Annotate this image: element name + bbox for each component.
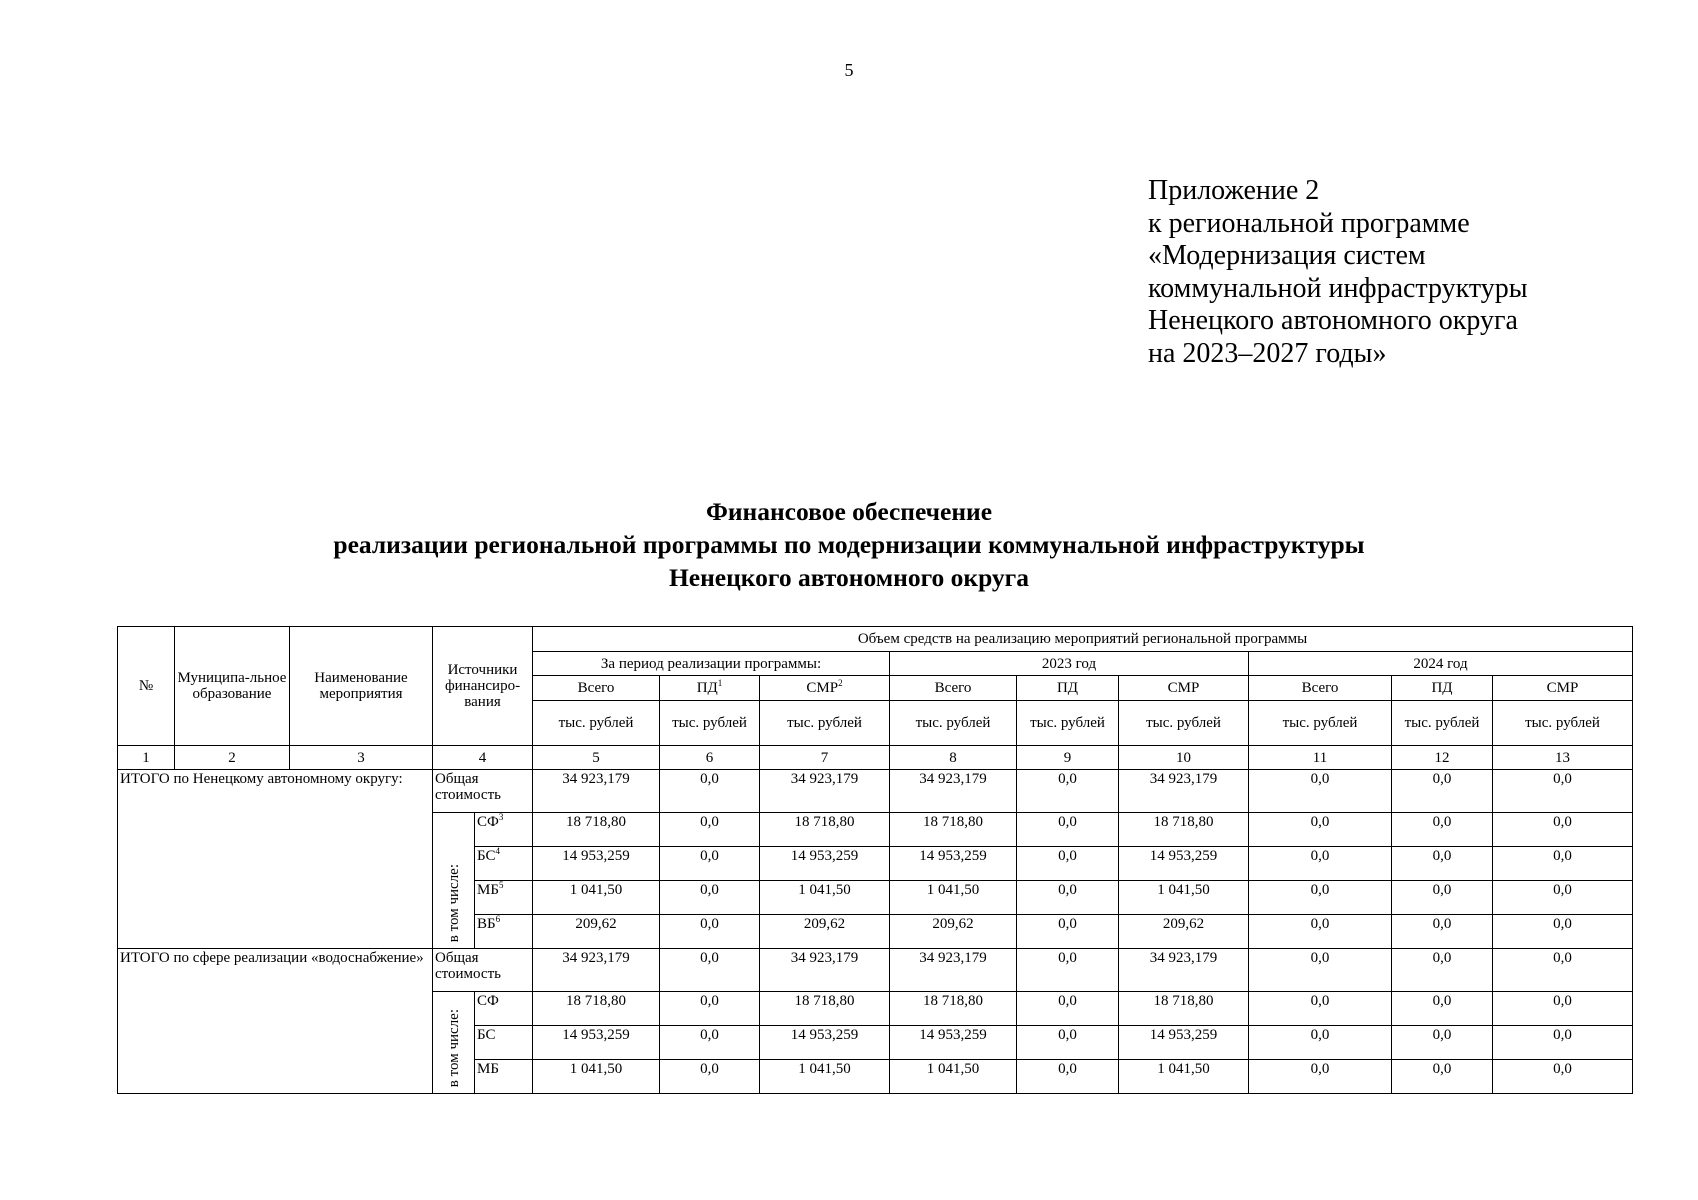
value-cell: 0,0 [1017, 770, 1119, 813]
footnote-mark: 2 [838, 678, 843, 688]
title-line: Финансовое обеспечение [705, 497, 993, 526]
in-total-cell [433, 992, 475, 1094]
value-cell: 0,0 [660, 847, 760, 881]
value-cell: 0,0 [1249, 813, 1392, 847]
value-cell: 209,62 [533, 915, 660, 949]
value-cell: 0,0 [1493, 915, 1633, 949]
financing-table [117, 626, 1633, 1094]
header-unit: тыс. рублей [1017, 701, 1119, 746]
source-code-text: ВБ [477, 916, 496, 932]
appendix-line: коммунальной инфраструктуры [1148, 272, 1528, 304]
column-number: 8 [890, 746, 1017, 770]
value-cell: 0,0 [1493, 813, 1633, 847]
value-cell: 14 953,259 [533, 1026, 660, 1060]
header-pd: ПД [1017, 676, 1119, 701]
source-code [475, 915, 533, 949]
footnote-mark: 3 [498, 812, 504, 822]
source-code [475, 847, 533, 881]
appendix-line: «Модернизация систем [1148, 240, 1426, 271]
value-cell: 0,0 [660, 992, 760, 1026]
table-body [118, 746, 1633, 1094]
value-cell: 0,0 [1017, 847, 1119, 881]
value-cell: 0,0 [1392, 770, 1493, 813]
header-pd-text: ПД [696, 680, 718, 696]
appendix-line: Приложение 2 [1148, 175, 1320, 206]
value-cell: 0,0 [1493, 881, 1633, 915]
value-cell: 1 041,50 [890, 1060, 1017, 1094]
page-number: 5 [844, 60, 854, 80]
column-number: 3 [290, 746, 433, 770]
in-total-cell [433, 813, 475, 949]
value-cell: 0,0 [1017, 1026, 1119, 1060]
value-cell: 18 718,80 [760, 813, 890, 847]
header-smr: СМР [1493, 676, 1633, 701]
title-line: Ненецкого автономного округа [668, 563, 1030, 592]
column-number: 11 [1249, 746, 1392, 770]
header-vsego: Всего [890, 676, 1017, 701]
value-cell: 34 923,179 [760, 949, 890, 992]
value-cell: 0,0 [1249, 847, 1392, 881]
in-total-label: в том числе: [445, 1008, 462, 1087]
value-cell: 0,0 [660, 1026, 760, 1060]
value-cell: 14 953,259 [760, 847, 890, 881]
column-number: 5 [533, 746, 660, 770]
value-cell: 0,0 [1249, 992, 1392, 1026]
header-smr-text: СМР [806, 680, 839, 696]
value-cell: 34 923,179 [890, 949, 1017, 992]
value-cell: 18 718,80 [760, 992, 890, 1026]
value-cell: 0,0 [1493, 992, 1633, 1026]
column-number-row [118, 746, 1633, 770]
source-code-text: МБ [477, 1061, 499, 1077]
footnote-mark: 6 [495, 914, 501, 924]
value-cell: 0,0 [1392, 847, 1493, 881]
value-cell: 18 718,80 [890, 813, 1017, 847]
value-cell: 0,0 [660, 813, 760, 847]
value-cell: 0,0 [660, 881, 760, 915]
header-unit: тыс. рублей [1119, 701, 1249, 746]
value-cell: 0,0 [1392, 881, 1493, 915]
header-year-2023: 2023 год [890, 652, 1249, 676]
source-code [475, 1060, 533, 1094]
header-unit: тыс. рублей [890, 701, 1017, 746]
source-code [475, 881, 533, 915]
source-code [475, 992, 533, 1026]
header-volume: Объем средств на реализацию мероприятий региональной программы [533, 627, 1633, 652]
source-code [475, 813, 533, 847]
value-cell: 18 718,80 [1119, 992, 1249, 1026]
value-cell: 1 041,50 [1119, 881, 1249, 915]
value-cell: 0,0 [1392, 992, 1493, 1026]
source-code-text: СФ [477, 993, 499, 1009]
value-cell: 0,0 [1017, 813, 1119, 847]
column-number: 10 [1119, 746, 1249, 770]
value-cell: 0,0 [660, 915, 760, 949]
appendix-line: Ненецкого автономного округа [1148, 305, 1518, 336]
column-number: 9 [1017, 746, 1119, 770]
header-smr: СМР [1119, 676, 1249, 701]
footnote-mark: 1 [717, 678, 723, 688]
value-cell: 0,0 [1017, 915, 1119, 949]
header-unit: тыс. рублей [760, 701, 890, 746]
source-code-text: СФ [477, 814, 499, 830]
appendix-line: на 2023–2027 годы» [1148, 337, 1387, 369]
in-total-label: в том числе: [445, 863, 462, 942]
value-cell: 0,0 [1493, 949, 1633, 992]
value-cell: 0,0 [1249, 1026, 1392, 1060]
header-unit: тыс. рублей [1249, 701, 1392, 746]
value-cell: 18 718,80 [533, 992, 660, 1026]
header-year-2024: 2024 год [1249, 652, 1633, 676]
header-sources: Источники финансиро-вания [433, 627, 533, 746]
value-cell: 0,0 [1249, 1060, 1392, 1094]
value-cell: 1 041,50 [890, 881, 1017, 915]
value-cell: 0,0 [1392, 915, 1493, 949]
value-cell: 34 923,179 [760, 770, 890, 813]
value-cell: 0,0 [1249, 915, 1392, 949]
value-cell: 0,0 [1392, 813, 1493, 847]
header-smr [760, 676, 890, 701]
value-cell: 14 953,259 [1119, 847, 1249, 881]
value-cell: 0,0 [1493, 1060, 1633, 1094]
header-unit: тыс. рублей [533, 701, 660, 746]
column-number: 7 [760, 746, 890, 770]
group-label: ИТОГО по сфере реализации «водоснабжение» [118, 949, 433, 1094]
value-cell: 14 953,259 [890, 847, 1017, 881]
table-header [118, 627, 1633, 746]
value-cell: 0,0 [1249, 949, 1392, 992]
header-unit: тыс. рублей [660, 701, 760, 746]
value-cell: 0,0 [660, 770, 760, 813]
value-cell: 209,62 [760, 915, 890, 949]
value-cell: 34 923,179 [533, 949, 660, 992]
value-cell: 18 718,80 [890, 992, 1017, 1026]
group-label: ИТОГО по Ненецкому автономному округу: [118, 770, 433, 949]
value-cell: 14 953,259 [1119, 1026, 1249, 1060]
value-cell: 1 041,50 [1119, 1060, 1249, 1094]
value-cell: 0,0 [660, 1060, 760, 1094]
column-number: 1 [118, 746, 175, 770]
header-municipality: Муниципа-льное образование [175, 627, 290, 746]
column-number: 4 [433, 746, 533, 770]
document-title [0, 495, 1698, 594]
column-number: 12 [1392, 746, 1493, 770]
header-period-total: За период реализации программы: [533, 652, 890, 676]
value-cell: 0,0 [1017, 949, 1119, 992]
total-cost-label: Общая стоимость [433, 949, 533, 992]
value-cell: 0,0 [660, 949, 760, 992]
source-code-text: МБ [477, 882, 499, 898]
value-cell: 209,62 [890, 915, 1017, 949]
value-cell: 1 041,50 [760, 881, 890, 915]
appendix-line: к региональной программе [1148, 207, 1470, 239]
value-cell: 0,0 [1493, 770, 1633, 813]
value-cell: 209,62 [1119, 915, 1249, 949]
value-cell: 0,0 [1017, 992, 1119, 1026]
value-cell: 0,0 [1017, 881, 1119, 915]
header-activity: Наименование мероприятия [290, 627, 433, 746]
value-cell: 0,0 [1017, 1060, 1119, 1094]
appendix-note [1148, 175, 1528, 370]
total-row [118, 949, 1633, 992]
column-number: 13 [1493, 746, 1633, 770]
value-cell: 34 923,179 [1119, 949, 1249, 992]
value-cell: 0,0 [1493, 1026, 1633, 1060]
value-cell: 0,0 [1493, 847, 1633, 881]
value-cell: 1 041,50 [533, 881, 660, 915]
value-cell: 0,0 [1392, 1026, 1493, 1060]
column-number: 6 [660, 746, 760, 770]
footnote-mark: 5 [498, 880, 504, 890]
value-cell: 18 718,80 [533, 813, 660, 847]
value-cell: 34 923,179 [890, 770, 1017, 813]
value-cell: 34 923,179 [533, 770, 660, 813]
header-unit: тыс. рублей [1392, 701, 1493, 746]
value-cell: 0,0 [1392, 949, 1493, 992]
column-number: 2 [175, 746, 290, 770]
value-cell: 14 953,259 [890, 1026, 1017, 1060]
source-code [475, 1026, 533, 1060]
value-cell: 0,0 [1249, 770, 1392, 813]
header-vsego: Всего [1249, 676, 1392, 701]
total-cost-label: Общая стоимость [433, 770, 533, 813]
value-cell: 1 041,50 [533, 1060, 660, 1094]
value-cell: 1 041,50 [760, 1060, 890, 1094]
header-unit: тыс. рублей [1493, 701, 1633, 746]
source-code-text: БС [477, 848, 496, 864]
value-cell: 14 953,259 [533, 847, 660, 881]
header-pd [660, 676, 760, 701]
title-line: реализации региональной программы по модернизации коммунальной инфраструктуры [333, 530, 1365, 559]
header-vsego: Всего [533, 676, 660, 701]
value-cell: 0,0 [1249, 881, 1392, 915]
total-row [118, 770, 1633, 813]
footnote-mark: 4 [495, 846, 501, 856]
source-code-text: БС [477, 1027, 496, 1043]
value-cell: 14 953,259 [760, 1026, 890, 1060]
header-num: № [118, 627, 175, 746]
value-cell: 18 718,80 [1119, 813, 1249, 847]
value-cell: 0,0 [1392, 1060, 1493, 1094]
header-pd: ПД [1392, 676, 1493, 701]
value-cell: 34 923,179 [1119, 770, 1249, 813]
